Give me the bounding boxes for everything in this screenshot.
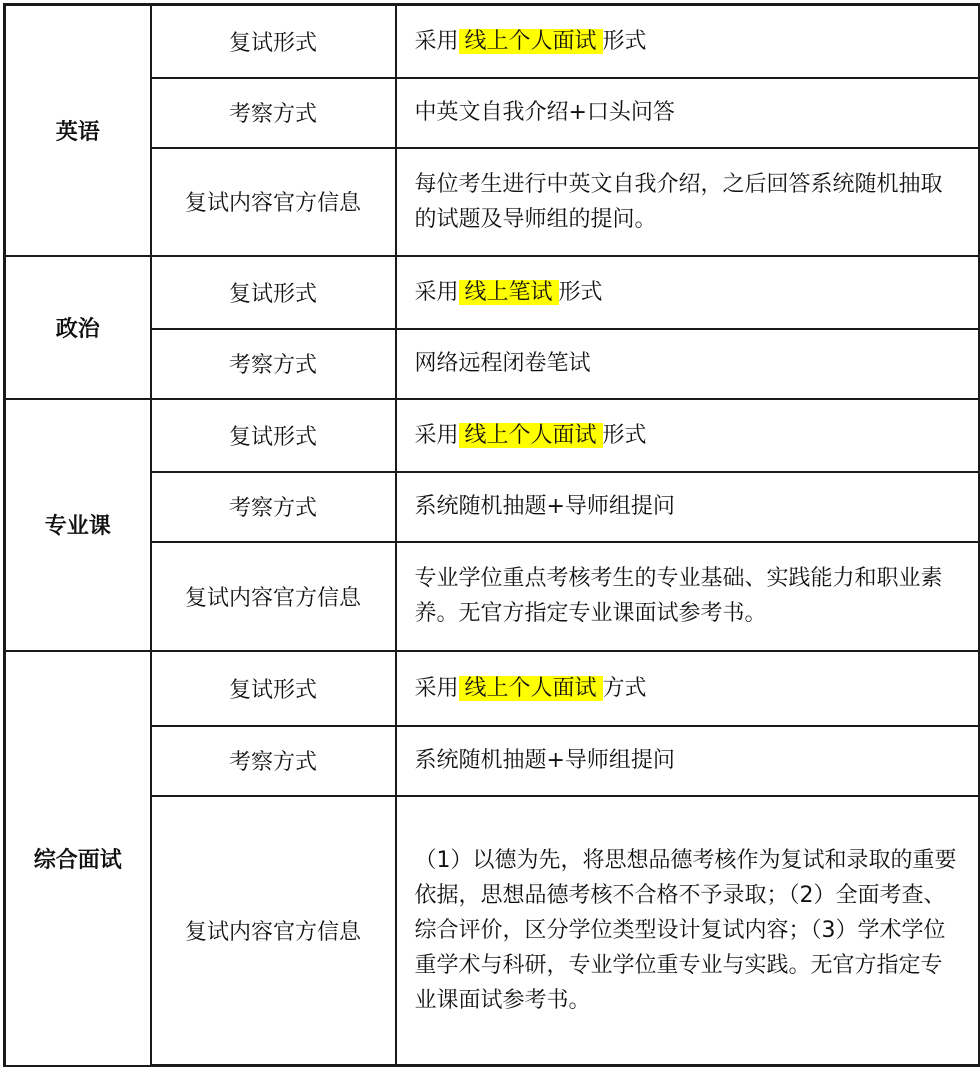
- highlighted-format: 线上个人面试: [459, 29, 603, 54]
- aspect-label: 复试内容官方信息: [151, 796, 396, 1066]
- aspect-label: 复试内容官方信息: [151, 148, 396, 256]
- aspect-label: 复试内容官方信息: [151, 542, 396, 651]
- content-prefix: 采用: [414, 675, 459, 701]
- content-suffix: 形式: [558, 279, 603, 305]
- retest-info-table: [3, 3, 980, 1067]
- subject-cell: 政治: [5, 256, 151, 399]
- table-row: [5, 399, 980, 472]
- content-suffix: 形式: [602, 422, 647, 448]
- aspect-label: 考察方式: [151, 472, 396, 542]
- aspect-label: 考察方式: [151, 726, 396, 796]
- subject-cell: 专业课: [5, 399, 151, 651]
- aspect-label: 复试形式: [151, 256, 396, 329]
- aspect-label: 复试形式: [151, 399, 396, 472]
- content-prefix: 采用: [414, 28, 459, 54]
- aspect-label: 考察方式: [151, 329, 396, 399]
- content-cell: 网络远程闭卷笔试: [396, 329, 980, 399]
- table-row: [5, 256, 980, 329]
- aspect-label: 考察方式: [151, 78, 396, 148]
- table-row: [5, 329, 980, 399]
- content-cell: [396, 651, 980, 726]
- table-row: [5, 78, 980, 148]
- aspect-label: 复试形式: [151, 5, 396, 78]
- content-cell: 系统随机抽题+导师组提问: [396, 472, 980, 542]
- content-cell: 专业学位重点考核考生的专业基础、实践能力和职业素养。无官方指定专业课面试参考书。: [396, 542, 980, 651]
- content-suffix: 形式: [602, 28, 647, 54]
- content-cell: 每位考生进行中英文自我介绍，之后回答系统随机抽取的试题及导师组的提问。: [396, 148, 980, 256]
- table-row: [5, 726, 980, 796]
- content-cell: [396, 256, 980, 329]
- content-cell: 中英文自我介绍+口头问答: [396, 78, 980, 148]
- highlighted-format: 线上个人面试: [459, 423, 603, 448]
- content-cell: （1）以德为先，将思想品德考核作为复试和录取的重要依据，思想品德考核不合格不予录取；（2）全面考查、综合评价，区分学位类型设计复试内容；（3）学术学位重学术与科研，专业学位重专业与实践。无官方指定专业课面试参考书。: [396, 796, 980, 1066]
- content-cell: [396, 399, 980, 472]
- subject-cell: 英语: [5, 5, 151, 256]
- content-cell: [396, 5, 980, 78]
- table-row: [5, 651, 980, 726]
- content-prefix: 采用: [414, 279, 459, 305]
- content-cell: 系统随机抽题+导师组提问: [396, 726, 980, 796]
- subject-cell: 综合面试: [5, 651, 151, 1066]
- content-suffix: 方式: [602, 675, 647, 701]
- table-row: [5, 796, 980, 1066]
- table-row: [5, 148, 980, 256]
- highlighted-format: 线上笔试: [459, 280, 559, 305]
- content-prefix: 采用: [414, 422, 459, 448]
- table-row: [5, 472, 980, 542]
- aspect-label: 复试形式: [151, 651, 396, 726]
- table-row: [5, 542, 980, 651]
- table-row: [5, 5, 980, 78]
- highlighted-format: 线上个人面试: [459, 676, 603, 701]
